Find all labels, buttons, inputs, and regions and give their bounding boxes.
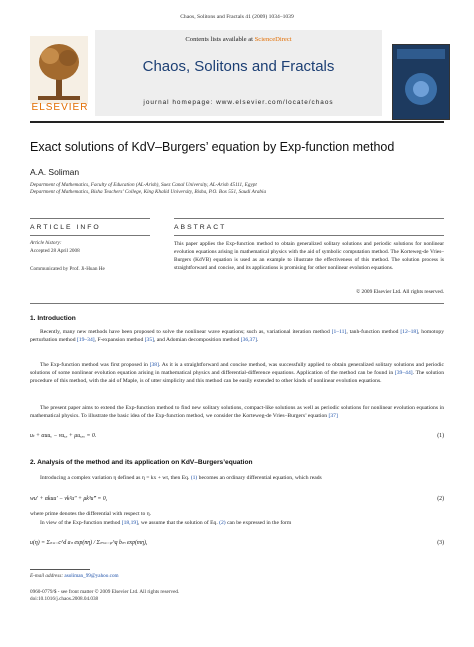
citation-link[interactable]: [1–11] [331, 329, 347, 335]
footnote-rule [30, 569, 90, 570]
equation-3: u(η) = Σₙ₌₋c^d aₙ exp(nη) / Σₘ₌₋ₚ^q bₘ exp(mη), [30, 540, 148, 546]
method-paragraph-1: Introducing a complex variation η defined as η = kx + wt, then Eq. (1) becomes an ordinary differential equation, which reads [40, 475, 322, 481]
author-email-link[interactable]: asoliman_99@yahoo.com [64, 573, 119, 579]
contents-prefix: Contents lists available at [185, 36, 255, 43]
info-rule [30, 218, 150, 219]
intro-paragraph-1: Recently, many new methods have been proposed to solve the nonlinear wave equations; such as, variational iteration method [1–11], tanh-function method [12–18], homotopy perturbation method [19–34], F-expansion method [35], and Adomian decomposition method [36,37]. [30, 329, 444, 344]
citation-link[interactable]: [38] [149, 362, 159, 368]
article-info-heading: ARTICLE INFO [30, 224, 101, 231]
author-name[interactable]: A.A. Soliman [30, 167, 80, 177]
running-head: Chaos, Solitons and Fractals 41 (2009) 1034–1039 [180, 14, 294, 20]
equation-link[interactable]: (1) [190, 475, 198, 481]
citation-link[interactable]: [37] [328, 413, 338, 420]
issn-line: 0960-0779/$ - see front matter © 2009 Elsevier Ltd. All rights reserved. [30, 589, 180, 595]
abstract-copyright: © 2009 Elsevier Ltd. All rights reserved. [356, 289, 444, 295]
journal-homepage[interactable]: journal homepage: www.elsevier.com/locate/chaos [143, 99, 334, 106]
abstract-bottom-rule [30, 303, 444, 304]
article-history-label: Article history: [30, 240, 62, 246]
method-paragraph-2: where prime denotes the differential with respect to η. [30, 511, 152, 517]
citation-link[interactable]: [19–34] [76, 337, 95, 344]
equation-1-number: (1) [437, 433, 444, 439]
equation-link[interactable]: (2) [219, 520, 226, 526]
affiliation-2: Department of Mathematics, Bisha Teachers’ College, King Khalid University, Bisha, P.O. Box 551, Saudi Arabia [30, 189, 267, 195]
citation-link[interactable]: [39–44] [394, 370, 413, 377]
citation-link[interactable]: [36,37] [240, 337, 258, 344]
footnote-email: E-mail address: asoliman_99@yahoo.com [30, 573, 119, 579]
article-title: Exact solutions of KdV–Burgers’ equation by Exp-function method [30, 140, 395, 154]
equation-2: wu′ + αkuu′ − νk²u″ + μk³u‴ = 0, [30, 496, 108, 502]
abstract-rule-2 [174, 235, 444, 236]
journal-title[interactable]: Chaos, Solitons and Fractals [142, 58, 335, 75]
equation-2-number: (2) [437, 496, 444, 502]
cover-art-icon [393, 45, 449, 119]
elsevier-tree-logo-icon [30, 36, 88, 104]
citation-link[interactable]: [12–18] [400, 329, 419, 335]
section-1-heading: 1. Introduction [30, 315, 76, 322]
equation-3-number: (3) [437, 540, 444, 546]
abstract-text: This paper applies the Exp-function method to obtain generalized solitary solutions and periodic solutions for nonlinear evolution equations arising in mathematical physics with the aid of symbolic computation method. The Korteweg-de Vries–Burgers (KdVB) equation is used as an example to illustrate the effectiveness of this method. The solution process is straightforward and concise, and its applications is promising for other nonlinear evolution equations. [174, 241, 444, 271]
section-2-heading: 2. Analysis of the method and its application on KdV–Burgers’equation [30, 459, 253, 466]
equation-1: uₜ + αuuₓ − νuₓₓ + μuₓₓₓ = 0. [30, 433, 97, 439]
affiliation-1: Department of Mathematics, Faculty of Education (AL-Arish), Suez Canal University, AL-Arish 45111, Egypt [30, 182, 257, 188]
intro-paragraph-2: The Exp-function method was first proposed in [38]. As it is a straightforward and concise method, was successfully applied to obtain generalized solitary solutions and periodic solutions of some nonlinear evolution equation arising in mathematical physics and differential-difference equations. Application of the method can be found in [39–44]. The solution procedure of this method, with the aid of Maple, is of utter simplicity and this method can be easily extended to other kinds of nonlinear evolution equations. [30, 362, 444, 385]
method-paragraph-3: In view of the Exp-function method [18,19], we assume that the solution of Eq. (2) can be expressed in the form [40, 520, 292, 526]
journal-cover-image [392, 44, 450, 120]
abstract-rule [174, 218, 444, 219]
communicated-by: Communicated by Prof. Ji-Huan He [30, 266, 105, 272]
header-rule [30, 121, 444, 123]
abstract-heading: ABSTRACT [174, 224, 227, 231]
intro-paragraph-3: The present paper aims to extend the Exp-function method to find new solitary solutions, compact-like solutions as well as periodic solutions for nonlinear evolution equations in mathematical physics. To illustrate the basic idea of the Exp-function method, we consider the Korteweg-de Vries–Burgers’ equation [37] [30, 405, 444, 420]
citation-link[interactable]: [18,19] [121, 520, 139, 526]
contents-line [95, 36, 382, 43]
info-rule-2 [30, 235, 150, 236]
sciencedirect-link[interactable]: ScienceDirect [254, 36, 292, 43]
accepted-date: Accepted 28 April 2008 [30, 248, 80, 254]
publisher-logo-text: ELSEVIER [31, 102, 89, 113]
citation-link[interactable]: [35] [144, 337, 154, 344]
doi-line[interactable]: doi:10.1016/j.chaos.2008.04.038 [30, 596, 99, 602]
